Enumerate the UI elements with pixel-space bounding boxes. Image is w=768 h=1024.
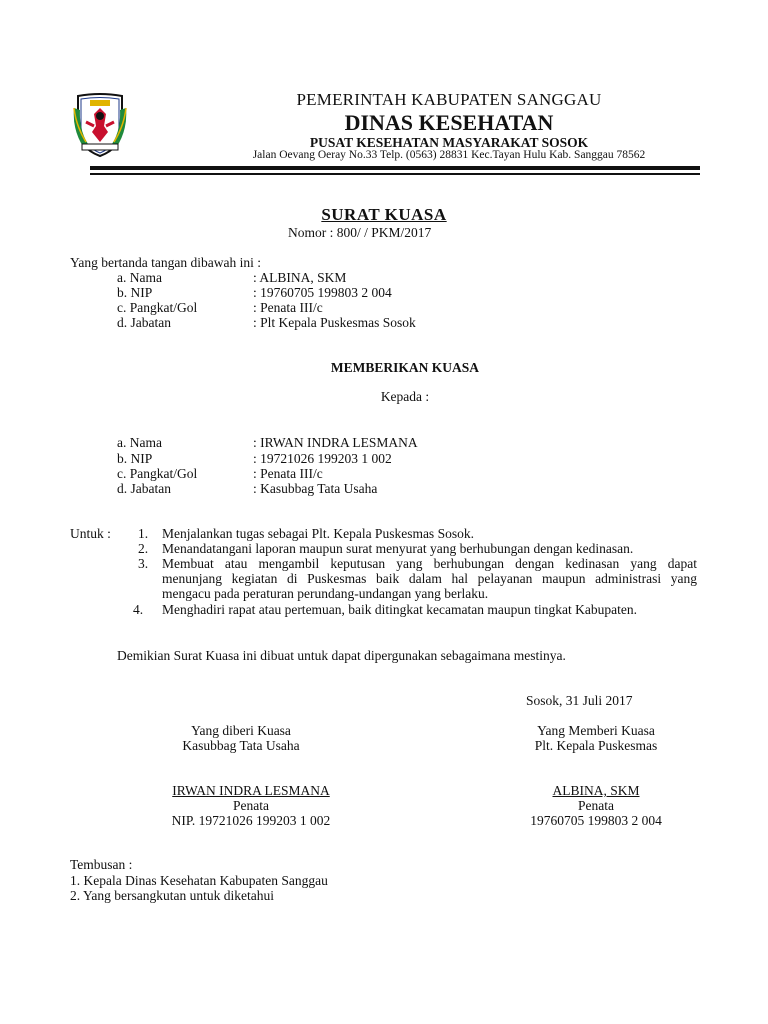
grantee-nip-label: b. NIP: [117, 451, 153, 466]
grantee-signature-name: IRWAN INDRA LESMANA: [172, 783, 330, 798]
grantor-role: Yang Memberi Kuasa: [537, 723, 655, 738]
purpose-item: Menjalankan tugas sebagai Plt. Kepala Puskesmas Sosok.: [162, 526, 474, 541]
grantor-signature-nip: 19760705 199803 2 004: [530, 813, 662, 828]
header-rule-thick: [90, 166, 700, 170]
document-number: Nomor : 800/ / PKM/2017: [288, 225, 432, 240]
cc-label: Tembusan :: [70, 857, 133, 872]
purpose-item-line: mengacu pada peraturan perundang-undangan yang berlaku.: [162, 586, 489, 601]
grantee-name-label: a. Nama: [117, 435, 162, 450]
purpose-item: Menandatangani laporan maupun surat menyurat yang berhubungan dengan kedinasan.: [162, 541, 634, 556]
grantee-nip-value: : 19721026 199203 1 002: [253, 451, 392, 466]
grantor-rank-label: c. Pangkat/Gol: [117, 300, 198, 315]
document-title: SURAT KUASA: [321, 205, 447, 224]
grantee-role: Yang diberi Kuasa: [191, 723, 291, 738]
grantor-position-label: d. Jabatan: [117, 315, 171, 330]
header-puskesmas: PUSAT KESEHATAN MASYARAKAT SOSOK: [309, 135, 589, 150]
grant-heading: MEMBERIKAN KUASA: [330, 360, 480, 375]
grantee-rank-label: c. Pangkat/Gol: [117, 466, 198, 481]
purpose-number: 3.: [138, 556, 149, 571]
header-rule-thin: [90, 173, 700, 175]
closing-statement: Demikian Surat Kuasa ini dibuat untuk dapat dipergunakan sebagaimana mestinya.: [117, 648, 566, 663]
grantor-signature-rank: Penata: [578, 798, 614, 813]
cc-item: 2. Yang bersangkutan untuk diketahui: [70, 888, 274, 903]
purpose-item-line: Membuat atau mengambil keputusan yang berhubungan dengan kedinasan yang dapat: [162, 556, 697, 571]
grantee-signature-rank: Penata: [233, 798, 269, 813]
grantee-signature-nip: NIP. 19721026 199203 1 002: [171, 813, 331, 828]
purpose-item: Menghadiri rapat atau pertemuan, baik ditingkat kecamatan maupun tingkat Kabupaten.: [162, 602, 637, 617]
grantor-name-label: a. Nama: [117, 270, 162, 285]
header-agency: DINAS KESEHATAN: [344, 110, 554, 135]
grantor-signature-name: ALBINA, SKM: [552, 783, 640, 798]
grantor-nip-label: b. NIP: [117, 285, 153, 300]
purpose-number: 1.: [138, 526, 149, 541]
grantee-position-value: : Kasubbag Tata Usaha: [253, 481, 378, 496]
cc-item: 1. Kepala Dinas Kesehatan Kabupaten Sanggau: [70, 873, 328, 888]
header-address: Jalan Oevang Oeray No.33 Telp. (0563) 28831 Kec.Tayan Hulu Kab. Sanggau 78562: [252, 149, 646, 161]
purpose-label: Untuk :: [70, 526, 111, 541]
grantor-nip-value: : 19760705 199803 2 004: [253, 285, 392, 300]
header-government: PEMERINTAH KABUPATEN SANGGAU: [296, 90, 602, 109]
grantor-signature-name-wrap: [496, 783, 696, 799]
grantee-name-value: : IRWAN INDRA LESMANA: [253, 435, 418, 450]
grantee-title: Kasubbag Tata Usaha: [182, 738, 300, 753]
grantor-position-value: : Plt Kepala Puskesmas Sosok: [253, 315, 416, 330]
grantor-title: Plt. Kepala Puskesmas: [534, 738, 658, 753]
purpose-number: 2.: [138, 541, 149, 556]
to-label: Kepada :: [380, 389, 430, 404]
grantee-rank-value: : Penata III/c: [253, 466, 323, 481]
place-date: Sosok, 31 Juli 2017: [526, 693, 633, 708]
grantor-name-value: : ALBINA, SKM: [253, 270, 347, 285]
grantee-signature-name-wrap: [151, 783, 351, 799]
intro-text: Yang bertanda tangan dibawah ini :: [70, 255, 261, 270]
purpose-item-line: menunjang kegiatan di Puskesmas baik dalam hal pelayanan maupun administrasi yang: [162, 571, 697, 586]
grantor-rank-value: : Penata III/c: [253, 300, 323, 315]
grantee-position-label: d. Jabatan: [117, 481, 171, 496]
purpose-number: 4.: [133, 602, 144, 617]
